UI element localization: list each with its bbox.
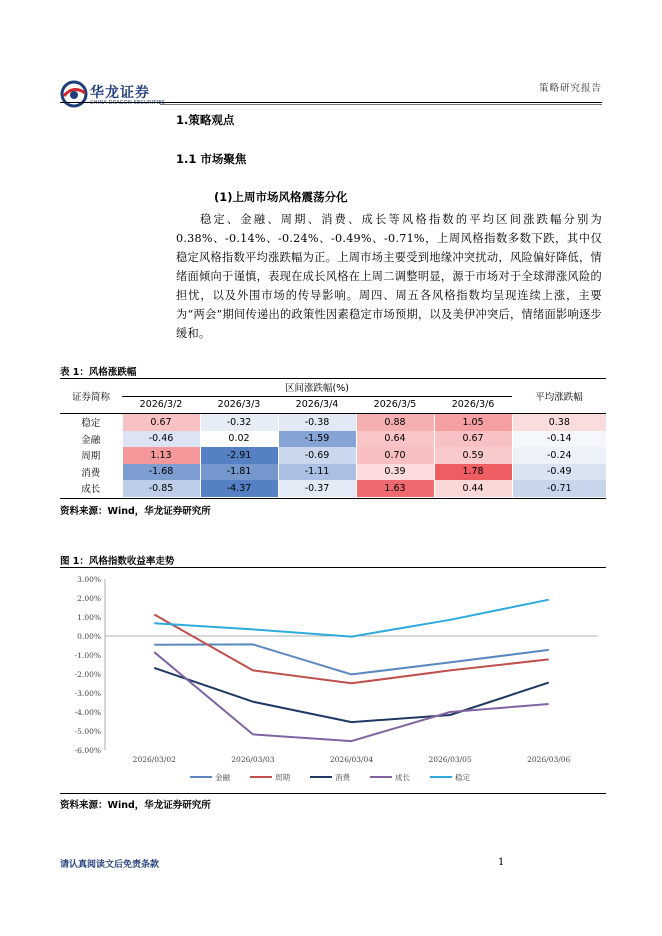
value-cell: -1.68 [122,464,200,481]
value-cell: -0.38 [278,414,356,431]
value-cell: 0.64 [356,431,434,448]
report-type: 策略研究报告 [538,83,602,94]
x-tick-label: 2026/03/04 [329,755,374,764]
y-tick-label: -6.00% [74,746,101,755]
legend-label: 成长 [395,773,410,782]
legend-label: 稳定 [455,773,470,782]
y-tick-label: -1.00% [74,651,101,660]
logo-brand-en: CHINA DRAGON SECURITIES [90,100,165,106]
col-header-avg: 平均涨跌幅 [512,379,606,414]
value-cell: 0.67 [122,414,200,431]
value-cell: 0.59 [434,447,512,464]
table-row [60,414,606,431]
figure-source: 资料来源：Wind，华龙证券研究所 [60,800,211,811]
col-header-date: 2026/3/5 [356,396,434,414]
col-header-date: 2026/3/4 [278,396,356,414]
table-row [60,464,606,481]
figure-bottom-rule [60,793,606,794]
table-row [60,480,606,497]
style-index-line-chart [60,570,606,792]
avg-cell: -0.14 [512,431,606,448]
style-return-table [60,379,606,497]
heading-1: 1.策略观点 [176,113,235,127]
value-cell: -0.32 [200,414,278,431]
y-tick-label: -3.00% [74,689,101,698]
y-tick-label: -5.00% [74,727,101,736]
heading-2: 1.1 市场聚焦 [176,152,247,166]
value-cell: -1.81 [200,464,278,481]
col-header-name: 证券简称 [60,379,122,414]
y-tick-label: 1.00% [77,613,101,622]
value-cell: 0.88 [356,414,434,431]
x-tick-label: 2026/03/05 [428,755,472,764]
col-header-date: 2026/3/3 [200,396,278,414]
row-name: 金融 [81,434,101,446]
value-cell: 0.70 [356,447,434,464]
series-line-消费 [154,668,548,722]
table-row [60,447,606,464]
value-cell: -0.37 [278,480,356,497]
series-line-周期 [154,615,548,684]
y-tick-label: 3.00% [77,575,101,584]
value-cell: -2.91 [200,447,278,464]
y-tick-label: 2.00% [77,594,101,603]
row-name: 消费 [81,467,101,479]
value-cell: 1.63 [356,480,434,497]
legend-label: 消费 [335,773,350,782]
x-tick-label: 2026/03/06 [527,755,571,764]
avg-cell: -0.24 [512,447,606,464]
company-logo [60,80,165,114]
col-header-date: 2026/3/6 [434,396,512,414]
figure-title: 图 1：风格指数收益率走势 [60,556,175,567]
value-cell: 1.78 [434,464,512,481]
row-name: 稳定 [81,418,101,430]
value-cell: -4.37 [200,480,278,497]
table-source: 资料来源：Wind，华龙证券研究所 [60,506,211,517]
body-paragraph: 稳定、金融、周期、消费、成长等风格指数的平均区间涨跌幅分别为0.38%、-0.14%、-0.24%、-0.49%、-0.71%，上周风格指数多数下跌，其中仅稳定风格指数平均涨跌幅为正。上周市场主要受到地缘冲突扰动，风险偏好降低，情绪面倾向于谨慎，表现在成长风格在上周二调整明显，源于市场对于全球滞涨风险的担忧，以及外围市场的传导影响。周四、周五各风格指数均呈现连续上涨，主要为“两会”期间传递出的政策性因素稳定市场预期，以及美伊冲突后，情绪面影响逐步缓和。 [176,213,602,340]
heading-3: (1)上周市场风格震荡分化 [214,190,348,204]
y-tick-label: -2.00% [74,670,101,679]
table-title: 表 1：风格涨跌幅 [60,367,137,378]
x-tick-label: 2026/03/02 [132,755,176,764]
value-cell: 0.39 [356,464,434,481]
col-header-group: 区间涨跌幅(%) [122,379,512,396]
value-cell: 0.02 [200,431,278,448]
value-cell: 0.67 [434,431,512,448]
row-name: 周期 [81,451,101,463]
value-cell: -0.69 [278,447,356,464]
col-header-date: 2026/3/2 [122,396,200,414]
avg-cell: 0.38 [512,414,606,431]
disclaimer-note: 请认真阅读文后免责条款 [60,860,160,870]
y-tick-label: 0.00% [77,632,101,641]
header-subrule [160,104,602,105]
avg-cell: -0.71 [512,480,606,497]
legend-label: 周期 [275,773,290,782]
series-line-稳定 [154,600,548,637]
avg-cell: -0.49 [512,464,606,481]
row-name: 成长 [81,484,101,496]
value-cell: -0.46 [122,431,200,448]
y-tick-label: -4.00% [74,708,101,717]
legend-label: 金融 [215,773,230,782]
page-number: 1 [498,857,505,868]
x-tick-label: 2026/03/03 [231,755,275,764]
value-cell: 1.13 [122,447,200,464]
value-cell: 0.44 [434,480,512,497]
dragon-logo-icon [60,80,88,108]
value-cell: -1.11 [278,464,356,481]
table-bottom-rule [60,498,606,499]
table-row [60,431,606,448]
value-cell: -1.59 [278,431,356,448]
value-cell: -0.85 [122,480,200,497]
header-rule [60,102,602,103]
logo-brand-cn: 华龙证券 [90,85,150,101]
figure-top-rule [60,567,606,568]
value-cell: 1.05 [434,414,512,431]
